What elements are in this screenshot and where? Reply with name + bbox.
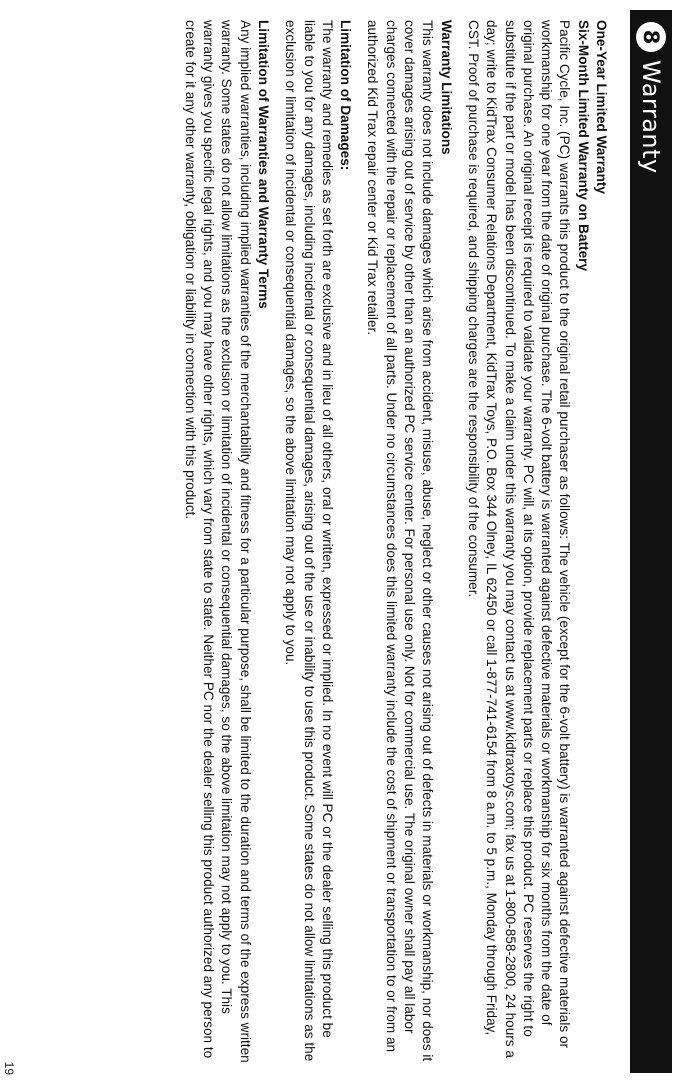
section-header [630,10,672,1073]
heading-limitation-of-damages: Limitation of Damages: [338,20,354,171]
heading-limitation-of-terms: Limitation of Warranties and Warranty Terms [255,20,271,309]
paragraph-limitation-of-terms: Any implied warranties, including implied warranties of the merchantability and fitness for a particular purpose, shall be limited to the duration and terms of the express written warranty. Some states do not allow limitations as the exclusion or limitation of incidental or consequential damages, so the above limitation may not apply to you. This warranty gives you specific legal rights, and you may have other rights, which vary from state to state. Neither PC nor the dealer selling this product authorized any person to create for it any other warranty, obligation or liability in connection with this product. [182,20,253,1063]
section-title: Warranty [637,60,665,174]
paragraph-limited-warranty: Pacific Cycle, Inc. (PC) warrants this product to the original retail purchaser as follows: The vehicle (except for the 6-volt battery) is warranted against defective materials or workmanship for one year from the date of original purchase. The 6-volt battery is warranted against defective materials or workmanship for six months from the date of original purchase. An original receipt is required to validate your warranty. PC will, at its option, provide replacement parts or replace this product. PC reserves the right to substitute if the part or model has been discontinued. To make a claim under this warranty you may contact us at www.kidtraxtoys.com; fax us at 1-800-858-2800, 24 hours a day; write to KidTrax Consumer Relations Department, KidTrax Toys, P.O. Box 344 Olney, IL 62450 or call 1-877-741-6154 from 8 a.m. to 5 p.m., Monday through Friday, CST. Proof of purchase is required, and shipping charges are the responsibility of the consumer. [465,20,573,1058]
heading-battery-warranty: Six-Month Limited Warranty on Battery [575,20,591,271]
heading-warranty-limitations: Warranty Limitations [438,20,454,155]
warranty-content [180,20,610,1065]
paragraph-limitation-of-damages: The warranty and remedies as set forth are exclusive and in lieu of all others, oral or written, expressed or implied. In no event will PC or the dealer selling this product be liable to you for any damages, including incidental or consequential damages, arising out of the use or inability to use this product. Some states do not allow limitations as the exclusion or limitation of incidental or consequential damages, so the above limitation may not apply to you. [283,20,335,1062]
paragraph-warranty-limitations: This warranty does not include damages which arise from accident, misuse, abuse, neglect or other causes not arising out of defects in materials or workmanship, nor does it cover damages arising out of service by other than an authorized PC service center. For personal use only. Not for commercial use. The original owner shall pay all labor charges connected with the repair or replacement of all parts. Under no circumstances does this limited warranty include the cost of shipment or transportation to or from an authorized Kid Trax repair center or Kid Trax retailer. [365,20,436,1062]
page-number: 19 [2,1061,16,1075]
heading-one-year-warranty: One-Year Limited Warranty [594,20,609,194]
section-number-badge: 8 [636,22,666,52]
